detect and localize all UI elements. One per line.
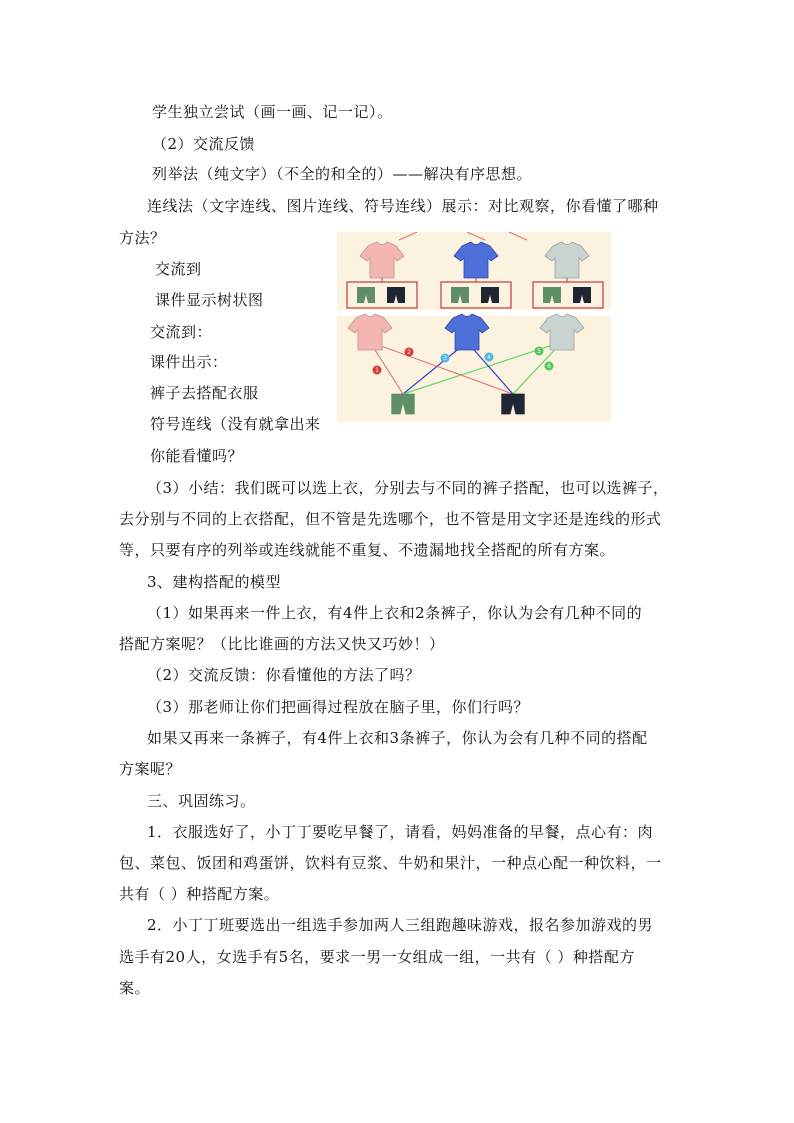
badge-4 xyxy=(485,353,494,362)
text-line-11: 符号连线（没有就拿出来 xyxy=(150,415,321,433)
text-line-4: 连线法（文字连线、图片连线、符号连线）展示：对比观察，你看懂了哪种 xyxy=(147,197,659,215)
svg-text:1: 1 xyxy=(375,367,379,374)
text-line-21: 如果又再来一条裤子，有4件上衣和3条裤子，你认为会有几种不同的搭配 xyxy=(147,729,648,747)
text-line-27: 2．小丁丁班要选出一组选手参加两人三组跑趣味游戏，报名参加游戏的男 xyxy=(147,916,654,934)
text-line-24: 1．衣服选好了，小丁丁要吃早餐了，请看，妈妈准备的早餐，点心有：肉 xyxy=(147,823,654,841)
badge-3 xyxy=(441,354,450,363)
svg-text:4: 4 xyxy=(487,354,491,361)
text-line-5: 方法？ xyxy=(119,229,166,247)
svg-text:2: 2 xyxy=(407,349,411,356)
text-line-12: 你能看懂吗？ xyxy=(150,447,244,465)
svg-text:3: 3 xyxy=(443,355,447,362)
text-line-16: 3、建构搭配的模型 xyxy=(147,573,282,591)
text-line-3: 列举法（纯文字）（不全的和全的）——解决有序思想。 xyxy=(152,165,533,183)
text-line-25: 包、菜包、饭团和鸡蛋饼，饮料有豆浆、牛奶和果汁，一种点心配一种饮料，一 xyxy=(119,854,662,872)
badge-2 xyxy=(405,348,414,357)
text-line-29: 案。 xyxy=(119,979,151,997)
text-line-8: 交流到： xyxy=(150,323,213,341)
text-line-6: 交流到 xyxy=(155,260,202,278)
text-line-28: 选手有20人，女选手有5名，要求一男一女组成一组，一共有（ ）种搭配方 xyxy=(119,948,635,966)
text-line-20: （3）那老师让你们把画得过程放在脑子里，你们行吗？ xyxy=(147,698,530,716)
text-line-19: （2）交流反馈：你看懂他的方法了吗？ xyxy=(147,666,421,684)
text-line-10: 裤子去搭配衣服 xyxy=(150,384,259,402)
text-line-23: 三、巩固练习。 xyxy=(147,792,256,810)
matching-illustration xyxy=(337,232,611,422)
text-line-18: 搭配方案呢？（比比谁画的方法又快又巧妙！） xyxy=(119,635,445,653)
badge-1 xyxy=(373,366,382,375)
text-line-26: 共有（ ）种搭配方案。 xyxy=(119,885,280,903)
text-line-1: 学生独立尝试（画一画、记一记）。 xyxy=(152,103,393,121)
svg-text:6: 6 xyxy=(547,363,551,370)
text-line-13: （3）小结：我们既可以选上衣，分别去与不同的裤子搭配，也可以选裤子， xyxy=(147,479,669,497)
text-line-7: 课件显示树状图 xyxy=(155,291,264,309)
badge-5 xyxy=(535,347,544,356)
text-line-22: 方案呢？ xyxy=(119,760,182,778)
text-line-14: 去分别与不同的上衣搭配，但不管是先选哪个，也不管是用文字还是连线的形式 xyxy=(119,510,662,528)
illustration-svg xyxy=(337,232,611,422)
text-line-17: （1）如果再来一件上衣，有4件上衣和2条裤子，你认为会有几种不同的 xyxy=(147,604,643,622)
svg-text:5: 5 xyxy=(537,348,541,355)
text-line-15: 等，只要有序的列举或连线就能不重复、不遗漏地找全搭配的所有方案。 xyxy=(119,541,616,559)
text-line-2: （2）交流反馈 xyxy=(152,135,256,153)
text-line-9: 课件出示： xyxy=(150,353,228,371)
badge-6 xyxy=(545,362,554,371)
